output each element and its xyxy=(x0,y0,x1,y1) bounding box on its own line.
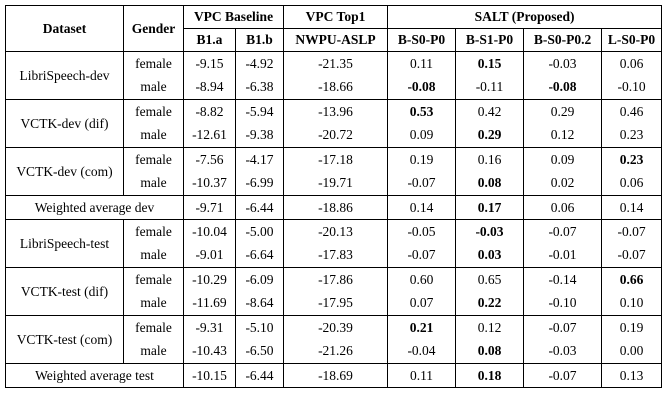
table-row xyxy=(6,220,662,244)
table-cell: -0.03 xyxy=(524,52,602,76)
best-value: 0.18 xyxy=(477,367,502,383)
row-gender: male xyxy=(124,172,184,196)
table-cell: -9.38 xyxy=(236,124,284,148)
table-cell: 0.16 xyxy=(456,148,524,172)
best-value: 0.66 xyxy=(619,271,644,287)
header-col-l-s0-p0: L-S0-P0 xyxy=(602,29,662,52)
table-cell: -11.69 xyxy=(184,292,236,316)
table-cell: -19.71 xyxy=(284,172,388,196)
table-body xyxy=(6,52,662,388)
table-row xyxy=(6,364,662,388)
table-cell: -8.64 xyxy=(236,292,284,316)
table-cell: -0.05 xyxy=(388,220,456,244)
table-cell: -20.72 xyxy=(284,124,388,148)
table-cell: -10.43 xyxy=(184,340,236,364)
table-cell: -17.86 xyxy=(284,268,388,292)
best-value: 0.22 xyxy=(477,295,502,311)
row-gender: female xyxy=(124,148,184,172)
table-cell: 0.13 xyxy=(602,364,662,388)
table-cell: -0.07 xyxy=(602,220,662,244)
best-value: 0.23 xyxy=(619,151,644,167)
table-cell: 0.60 xyxy=(388,268,456,292)
table-cell: -0.07 xyxy=(524,316,602,340)
table-cell: 0.46 xyxy=(602,100,662,124)
header-col-b-s1-p0: B-S1-P0 xyxy=(456,29,524,52)
table-cell: -0.10 xyxy=(524,292,602,316)
table-cell: -6.44 xyxy=(236,364,284,388)
table-cell: -10.15 xyxy=(184,364,236,388)
header-col-b1a: B1.a xyxy=(184,29,236,52)
table-cell: -6.64 xyxy=(236,244,284,268)
table-cell: 0.10 xyxy=(602,292,662,316)
table-cell: 0.09 xyxy=(388,124,456,148)
results-table xyxy=(5,5,662,388)
row-gender: female xyxy=(124,268,184,292)
table-cell: -0.07 xyxy=(388,244,456,268)
row-dataset-label: Weighted average dev xyxy=(6,196,184,220)
table-cell: 0.02 xyxy=(524,172,602,196)
table-cell: -0.07 xyxy=(524,364,602,388)
table-cell xyxy=(456,196,524,220)
results-table-container xyxy=(5,5,661,388)
table-cell: -10.29 xyxy=(184,268,236,292)
table-cell: -10.37 xyxy=(184,172,236,196)
best-value: 0.29 xyxy=(477,127,502,143)
table-cell: 0.06 xyxy=(602,172,662,196)
table-cell: -0.11 xyxy=(456,76,524,100)
table-row xyxy=(6,148,662,172)
row-gender: female xyxy=(124,220,184,244)
row-dataset-label: VCTK-dev (com) xyxy=(6,148,124,196)
table-cell: -18.86 xyxy=(284,196,388,220)
table-cell: 0.11 xyxy=(388,364,456,388)
header-group-vpc-baseline: VPC Baseline xyxy=(184,6,284,29)
row-gender: male xyxy=(124,76,184,100)
table-cell: -17.18 xyxy=(284,148,388,172)
header-group-salt: SALT (Proposed) xyxy=(388,6,662,29)
table-cell: -9.15 xyxy=(184,52,236,76)
table-cell: -7.56 xyxy=(184,148,236,172)
best-value: -0.08 xyxy=(407,79,436,95)
table-cell: 0.06 xyxy=(524,196,602,220)
table-cell: -0.07 xyxy=(388,172,456,196)
table-cell: -21.35 xyxy=(284,52,388,76)
table-cell: 0.65 xyxy=(456,268,524,292)
table-cell: -4.17 xyxy=(236,148,284,172)
table-row xyxy=(6,316,662,340)
table-cell: 0.06 xyxy=(602,52,662,76)
row-dataset-label: Weighted average test xyxy=(6,364,184,388)
table-row xyxy=(6,268,662,292)
table-cell: -18.69 xyxy=(284,364,388,388)
table-cell: 0.14 xyxy=(602,196,662,220)
table-cell xyxy=(456,340,524,364)
table-cell: -9.71 xyxy=(184,196,236,220)
best-value: 0.08 xyxy=(477,343,502,359)
header-col-b-s0-p0: B-S0-P0 xyxy=(388,29,456,52)
table-row xyxy=(6,52,662,76)
table-cell: -5.10 xyxy=(236,316,284,340)
table-cell xyxy=(456,244,524,268)
table-cell xyxy=(456,172,524,196)
table-cell xyxy=(602,148,662,172)
table-cell: -21.26 xyxy=(284,340,388,364)
table-cell: 0.42 xyxy=(456,100,524,124)
header-col-b1b: B1.b xyxy=(236,29,284,52)
row-gender: male xyxy=(124,244,184,268)
header-col-b-s0-p0-2: B-S0-P0.2 xyxy=(524,29,602,52)
table-cell: -12.61 xyxy=(184,124,236,148)
table-cell: 0.00 xyxy=(602,340,662,364)
table-cell: 0.07 xyxy=(388,292,456,316)
table-cell: -9.01 xyxy=(184,244,236,268)
row-dataset-label: VCTK-dev (dif) xyxy=(6,100,124,148)
best-value: -0.03 xyxy=(475,223,504,239)
header-gender: Gender xyxy=(124,6,184,52)
table-cell: -17.95 xyxy=(284,292,388,316)
table-cell: -20.39 xyxy=(284,316,388,340)
table-cell: -13.96 xyxy=(284,100,388,124)
best-value: 0.21 xyxy=(409,319,434,335)
table-cell: -6.50 xyxy=(236,340,284,364)
best-value: 0.17 xyxy=(477,199,502,215)
table-cell: 0.29 xyxy=(524,100,602,124)
table-cell xyxy=(456,52,524,76)
table-cell: -5.00 xyxy=(236,220,284,244)
row-gender: male xyxy=(124,292,184,316)
table-cell: -8.94 xyxy=(184,76,236,100)
best-value: 0.53 xyxy=(409,103,434,119)
row-gender: male xyxy=(124,124,184,148)
row-gender: female xyxy=(124,316,184,340)
table-cell: -4.92 xyxy=(236,52,284,76)
table-cell: -9.31 xyxy=(184,316,236,340)
table-cell: -8.82 xyxy=(184,100,236,124)
table-cell: -10.04 xyxy=(184,220,236,244)
table-cell: -6.44 xyxy=(236,196,284,220)
table-cell xyxy=(602,268,662,292)
table-cell: 0.19 xyxy=(388,148,456,172)
table-cell: 0.23 xyxy=(602,124,662,148)
best-value: 0.03 xyxy=(477,247,502,263)
table-cell: -0.04 xyxy=(388,340,456,364)
table-cell: 0.11 xyxy=(388,52,456,76)
table-cell: 0.19 xyxy=(602,316,662,340)
row-gender: male xyxy=(124,340,184,364)
table-cell: -0.14 xyxy=(524,268,602,292)
table-cell: -0.10 xyxy=(602,76,662,100)
row-dataset-label: LibriSpeech-dev xyxy=(6,52,124,100)
table-cell xyxy=(456,364,524,388)
row-dataset-label: VCTK-test (com) xyxy=(6,316,124,364)
table-cell: 0.12 xyxy=(524,124,602,148)
table-cell: -17.83 xyxy=(284,244,388,268)
table-cell xyxy=(388,76,456,100)
table-cell: -0.03 xyxy=(524,340,602,364)
row-dataset-label: LibriSpeech-test xyxy=(6,220,124,268)
table-cell: 0.14 xyxy=(388,196,456,220)
header-group-vpc-top1: VPC Top1 xyxy=(284,6,388,29)
table-cell: -6.09 xyxy=(236,268,284,292)
row-dataset-label: VCTK-test (dif) xyxy=(6,268,124,316)
row-gender: female xyxy=(124,52,184,76)
table-cell: -18.66 xyxy=(284,76,388,100)
table-cell: -0.07 xyxy=(524,220,602,244)
header-col-nwpu-aslp: NWPU-ASLP xyxy=(284,29,388,52)
table-cell xyxy=(456,292,524,316)
table-cell: -5.94 xyxy=(236,100,284,124)
table-cell: -0.07 xyxy=(602,244,662,268)
table-cell xyxy=(456,220,524,244)
table-row xyxy=(6,196,662,220)
table-row xyxy=(6,100,662,124)
table-cell: 0.09 xyxy=(524,148,602,172)
best-value: 0.08 xyxy=(477,175,502,191)
table-cell xyxy=(456,124,524,148)
table-cell xyxy=(388,100,456,124)
table-cell: 0.12 xyxy=(456,316,524,340)
table-cell: -0.01 xyxy=(524,244,602,268)
best-value: -0.08 xyxy=(548,79,577,95)
table-cell: -6.38 xyxy=(236,76,284,100)
header-dataset: Dataset xyxy=(6,6,124,52)
table-cell xyxy=(388,316,456,340)
row-gender: female xyxy=(124,100,184,124)
table-cell: -6.99 xyxy=(236,172,284,196)
table-cell xyxy=(524,76,602,100)
best-value: 0.15 xyxy=(477,55,502,71)
table-cell: -20.13 xyxy=(284,220,388,244)
